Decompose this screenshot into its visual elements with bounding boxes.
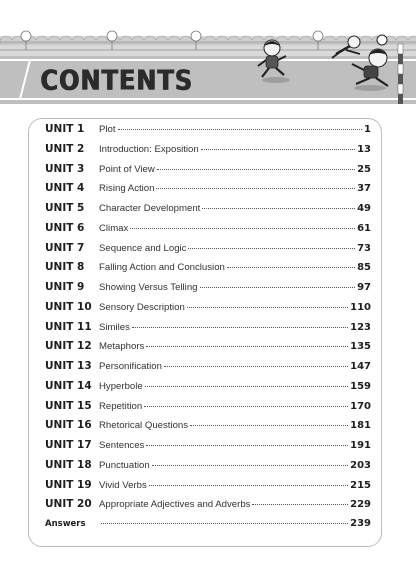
toc-entry [99, 440, 371, 451]
toc-row [29, 360, 381, 380]
toc-unit-label: UNIT 15 [45, 399, 92, 412]
dot-leader [144, 406, 348, 407]
dot-leader [200, 287, 356, 288]
toc-unit-label: UNIT 17 [45, 439, 92, 451]
toc-row [29, 459, 381, 479]
toc-page-number: 181 [350, 420, 371, 432]
toc-entry [99, 282, 371, 293]
toc-page-number: 25 [357, 163, 371, 175]
toc-title: Climax [99, 222, 129, 234]
toc-title: Sensory Description [99, 301, 185, 313]
toc-unit-label: UNIT 11 [45, 320, 92, 333]
toc-entry [99, 243, 371, 254]
toc-title: Hyperbole [99, 380, 143, 392]
toc-page-number: 73 [357, 242, 371, 254]
toc-entry [99, 499, 371, 510]
toc-title: Sequence and Logic [99, 242, 187, 254]
toc-row [29, 479, 381, 499]
toc-title: Sentences [99, 440, 145, 451]
toc-row [29, 301, 381, 321]
toc-row [29, 340, 381, 360]
toc-entry [99, 262, 371, 273]
toc-unit-label: UNIT 14 [45, 379, 92, 392]
toc-row [29, 182, 381, 202]
toc-title: Rising Action [99, 183, 155, 195]
toc-page-number: 61 [357, 222, 371, 234]
toc-title: Vivid Verbs [99, 479, 147, 491]
toc-unit-label: UNIT 7 [45, 241, 85, 254]
toc-page-number: 110 [350, 301, 371, 313]
toc-page-number: 170 [350, 400, 371, 412]
toc-unit-label: UNIT 16 [45, 419, 92, 432]
toc-page-number: 13 [357, 143, 371, 155]
dot-leader [152, 465, 348, 466]
toc-unit-label: Answers [45, 519, 86, 529]
toc-page-number: 37 [357, 183, 371, 195]
ball-icon [377, 35, 387, 45]
dot-leader [188, 248, 355, 249]
toc-unit-label: UNIT 13 [45, 360, 92, 372]
toc-entry [99, 401, 371, 412]
toc-row [29, 222, 381, 242]
toc-unit-label: UNIT 1 [45, 123, 85, 135]
toc-title: Repetition [99, 400, 143, 412]
toc-unit-label: UNIT 5 [45, 202, 85, 214]
dot-leader [130, 228, 355, 229]
toc-page-number: 1 [364, 124, 371, 135]
toc-title: Appropriate Adjectives and Adverbs [99, 499, 251, 511]
toc-title: Character Development [99, 203, 201, 214]
toc-entry [99, 183, 371, 194]
goal-post [398, 44, 403, 104]
toc-page-number: 49 [357, 203, 371, 214]
dot-leader [157, 169, 355, 170]
toc-title: Metaphors [99, 341, 145, 353]
dot-leader [146, 346, 348, 347]
dot-leader [149, 485, 348, 486]
toc-row [29, 123, 381, 143]
toc-page-number: 203 [350, 459, 371, 471]
toc-title: Showing Versus Telling [99, 282, 198, 293]
toc-row [29, 439, 381, 459]
dot-leader [118, 129, 362, 130]
toc-unit-label: UNIT 8 [45, 261, 85, 274]
toc-unit-label: UNIT 3 [45, 162, 85, 175]
toc-unit-label: UNIT 6 [45, 221, 85, 234]
toc-row [29, 281, 381, 301]
table-of-contents [28, 118, 382, 547]
toc-entry [99, 302, 371, 313]
toc-entry [99, 164, 371, 175]
toc-page-number: 147 [350, 361, 371, 372]
toc-title: Falling Action and Conclusion [99, 262, 225, 274]
toc-page-number: 229 [350, 499, 371, 511]
toc-row [29, 143, 381, 163]
dot-leader [156, 188, 355, 189]
toc-entry [99, 341, 371, 352]
toc-page-number: 135 [350, 341, 371, 353]
toc-entry [99, 144, 371, 155]
toc-entry [99, 124, 371, 135]
toc-entry [99, 203, 371, 214]
toc-title: Rhetorical Questions [99, 420, 189, 432]
toc-title: Plot [99, 124, 116, 135]
toc-row [29, 380, 381, 400]
dot-leader [101, 523, 348, 524]
dot-leader [227, 267, 355, 268]
toc-unit-label: UNIT 20 [45, 498, 92, 511]
toc-title: Point of View [99, 163, 155, 175]
toc-title: Introduction: Exposition [99, 143, 199, 155]
toc-entry [99, 518, 371, 529]
toc-title: Personification [99, 361, 162, 372]
dot-leader [202, 208, 355, 209]
toc-row [29, 261, 381, 281]
dot-leader [145, 386, 348, 387]
toc-page-number: 159 [350, 380, 371, 392]
toc-page-number: 239 [350, 518, 371, 529]
toc-row [29, 163, 381, 183]
toc-unit-label: UNIT 10 [45, 300, 92, 313]
toc-unit-label: UNIT 12 [45, 340, 92, 353]
toc-title: Similes [99, 321, 130, 333]
page-title: CONTENTS [40, 64, 193, 97]
toc-page-number: 123 [350, 321, 371, 333]
toc-page-number: 215 [350, 479, 371, 491]
toc-row [29, 419, 381, 439]
toc-entry [99, 460, 371, 471]
toc-entry [99, 322, 371, 333]
dot-leader [252, 504, 348, 505]
toc-page-number: 85 [357, 262, 371, 274]
toc-page-number: 191 [350, 440, 371, 451]
toc-unit-label: UNIT 18 [45, 458, 92, 471]
toc-row [29, 498, 381, 518]
toc-unit-label: UNIT 19 [45, 478, 92, 491]
toc-entry [99, 361, 371, 372]
header-banner [0, 0, 416, 108]
toc-entry [99, 420, 371, 431]
dot-leader [164, 366, 348, 367]
toc-unit-label: UNIT 9 [45, 281, 85, 293]
toc-entry [99, 381, 371, 392]
toc-row [29, 242, 381, 262]
toc-row [29, 400, 381, 420]
toc-page-number: 97 [357, 282, 371, 293]
toc-entry [99, 223, 371, 234]
toc-row [29, 321, 381, 341]
dot-leader [190, 425, 348, 426]
toc-entry [99, 480, 371, 491]
toc-unit-label: UNIT 2 [45, 142, 85, 155]
toc-row [29, 202, 381, 222]
toc-unit-label: UNIT 4 [45, 182, 85, 195]
dot-leader [132, 327, 348, 328]
toc-row [29, 518, 381, 538]
toc-title: Punctuation [99, 459, 150, 471]
dot-leader [201, 149, 355, 150]
dot-leader [146, 445, 348, 446]
dot-leader [187, 307, 348, 308]
